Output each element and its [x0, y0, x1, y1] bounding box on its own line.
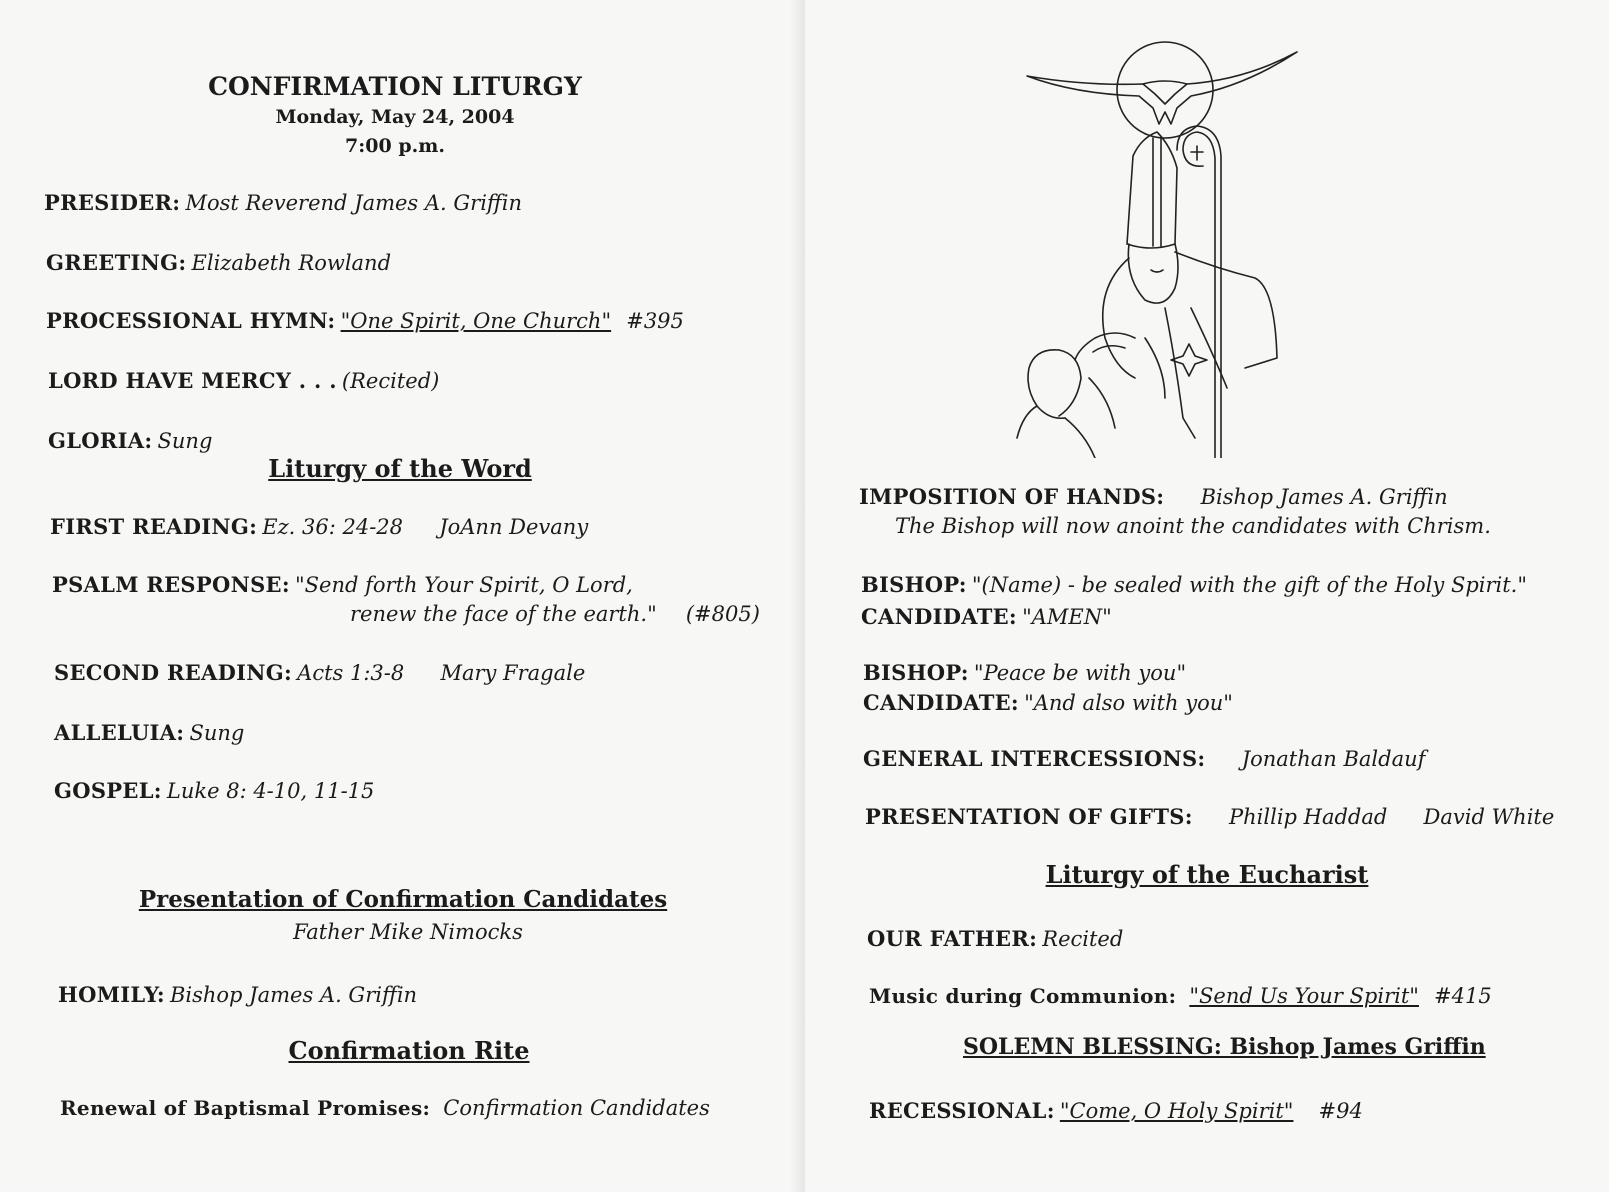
candidate-value-2: "And also with you" [1024, 691, 1233, 715]
presider-label: PRESIDER: [44, 190, 181, 215]
right-page [805, 0, 1609, 1192]
processional-label: PROCESSIONAL HYMN: [46, 308, 336, 333]
first-reading-ref: Ez. 36: 24-28 [262, 515, 404, 539]
bishop-row-1 [861, 572, 1527, 597]
greeting-row [46, 250, 391, 275]
bishop-label-2: BISHOP: [863, 660, 969, 685]
homily-row [58, 982, 417, 1007]
imposition-note: The Bishop will now anoint the candidates with Chrism. [895, 514, 1491, 538]
psalm-line-2: renew the face of the earth." [350, 602, 657, 626]
communion-number: #415 [1434, 984, 1492, 1008]
bishop-confirmation-illustration [1015, 38, 1335, 458]
communion-row [869, 984, 1492, 1008]
our-father-row [867, 926, 1123, 951]
recessional-title: "Come, O Holy Spirit" [1059, 1099, 1294, 1123]
second-reading-label: SECOND READING: [54, 660, 293, 685]
recessional-number: #94 [1318, 1099, 1363, 1123]
our-father-label: OUR FATHER: [867, 926, 1038, 951]
intercessions-row [863, 746, 1425, 771]
gifts-row [865, 804, 1554, 829]
candidate-figure [1017, 350, 1059, 438]
alleluia-label: ALLELUIA: [54, 720, 185, 745]
solemn-blessing: SOLEMN BLESSING: Bishop James Griffin [963, 1034, 1486, 1060]
liturgy-time: 7:00 p.m. [345, 135, 445, 157]
alleluia-value: Sung [189, 721, 245, 745]
presentation-by: Father Mike Nimocks [293, 920, 523, 944]
communion-title: "Send Us Your Spirit" [1189, 984, 1419, 1008]
gifts-label: PRESENTATION OF GIFTS: [865, 804, 1193, 829]
candidate-value-1: "AMEN" [1022, 605, 1112, 629]
mercy-row [48, 368, 439, 393]
imposition-row [859, 484, 1448, 509]
psalm-line-1: "Send forth Your Spirit, O Lord, [295, 573, 633, 597]
renewal-row [60, 1096, 710, 1120]
psalm-row [52, 572, 633, 597]
second-reading-row [54, 660, 585, 685]
gifts-value-2: David White [1423, 805, 1555, 829]
gloria-row [48, 428, 212, 453]
first-reading-label: FIRST READING: [50, 514, 258, 539]
processional-row [46, 308, 684, 333]
mercy-label: LORD HAVE MERCY . . . [48, 368, 337, 393]
processional-number: #395 [626, 309, 684, 333]
psalm-row-2 [350, 602, 760, 626]
our-father-value: Recited [1042, 927, 1124, 951]
confirmation-rite-heading: Confirmation Rite [288, 1036, 530, 1065]
psalm-number: (#805) [685, 602, 760, 626]
bishop-value-2: "Peace be with you" [973, 661, 1187, 685]
imposition-label: IMPOSITION OF HANDS: [859, 484, 1165, 509]
candidate-label-2: CANDIDATE: [863, 690, 1019, 715]
alleluia-row [54, 720, 244, 745]
gloria-label: GLORIA: [48, 428, 153, 453]
recessional-row [869, 1098, 1363, 1123]
imposition-value: Bishop James A. Griffin [1200, 485, 1448, 509]
left-page [0, 0, 804, 1192]
gospel-row [54, 778, 374, 803]
presentation-heading: Presentation of Confirmation Candidates [138, 886, 668, 913]
gospel-label: GOSPEL: [54, 778, 162, 803]
renewal-value: Confirmation Candidates [443, 1096, 710, 1120]
presider-row [44, 190, 522, 215]
communion-label: Music during Communion: [869, 984, 1177, 1008]
homily-value: Bishop James A. Griffin [169, 983, 418, 1007]
mercy-value: (Recited) [341, 369, 440, 393]
presider-value: Most Reverend James A. Griffin [185, 191, 523, 215]
homily-label: HOMILY: [58, 982, 165, 1007]
gospel-value: Luke 8: 4-10, 11-15 [166, 779, 375, 803]
first-reading-row [50, 514, 588, 539]
bishop-value-1: "(Name) - be sealed with the gift of the Holy Spirit." [971, 573, 1528, 597]
intercessions-value: Jonathan Baldauf [1241, 747, 1426, 771]
greeting-value: Elizabeth Rowland [191, 251, 392, 275]
candidate-row-2 [863, 690, 1233, 715]
candidate-row-1 [861, 604, 1112, 629]
liturgy-word-heading: Liturgy of the Word [268, 454, 532, 483]
second-reader: Mary Fragale [440, 661, 586, 685]
halo-icon [1117, 42, 1213, 138]
renewal-label: Renewal of Baptismal Promises: [60, 1096, 431, 1120]
greeting-label: GREETING: [46, 250, 187, 275]
recessional-label: RECESSIONAL: [869, 1098, 1055, 1123]
bishop-row-2 [863, 660, 1186, 685]
intercessions-label: GENERAL INTERCESSIONS: [863, 746, 1206, 771]
liturgy-eucharist-heading: Liturgy of the Eucharist [1045, 860, 1369, 889]
dove-icon [1027, 52, 1297, 124]
gloria-value: Sung [157, 429, 213, 453]
second-reading-ref: Acts 1:3-8 [297, 661, 405, 685]
first-reader: JoAnn Devany [439, 515, 589, 539]
gifts-value-1: Phillip Haddad [1229, 805, 1388, 829]
processional-title: "One Spirit, One Church" [340, 309, 612, 333]
liturgy-date: Monday, May 24, 2004 [275, 106, 515, 128]
bishop-label-1: BISHOP: [861, 572, 967, 597]
candidate-label-1: CANDIDATE: [861, 604, 1017, 629]
psalm-label: PSALM RESPONSE: [52, 572, 290, 597]
liturgy-title: CONFIRMATION LITURGY [208, 72, 582, 101]
